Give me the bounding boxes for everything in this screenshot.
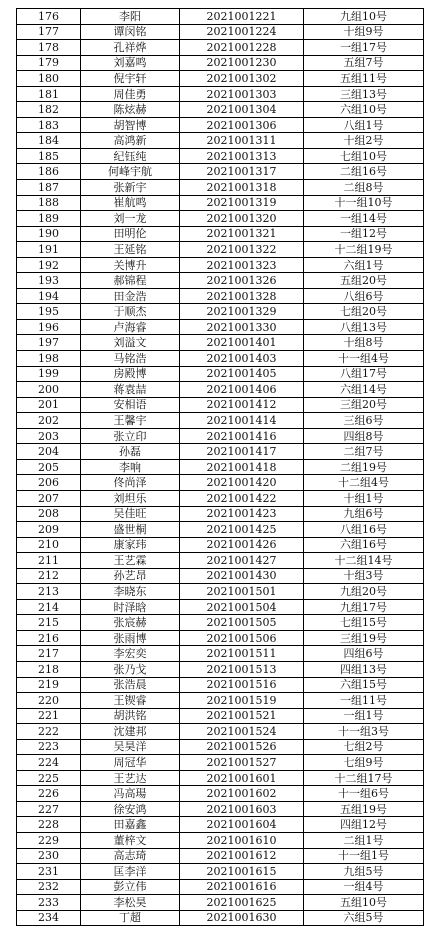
student-name: 田金浩 xyxy=(81,288,180,304)
student-id: 2021001230 xyxy=(180,55,304,71)
student-id: 2021001319 xyxy=(180,195,304,211)
student-id: 2021001521 xyxy=(180,708,304,724)
student-name: 周佳勇 xyxy=(81,86,180,102)
row-number: 224 xyxy=(17,755,81,771)
row-number: 201 xyxy=(17,397,81,413)
row-number: 185 xyxy=(17,148,81,164)
table-row xyxy=(17,24,424,40)
table-row xyxy=(17,646,424,662)
row-number: 181 xyxy=(17,86,81,102)
student-name: 孙艺昂 xyxy=(81,568,180,584)
group-seat: 九组5号 xyxy=(304,864,424,880)
student-name: 张浩晨 xyxy=(81,677,180,693)
table-row xyxy=(17,335,424,351)
group-seat: 三组13号 xyxy=(304,86,424,102)
row-number: 203 xyxy=(17,428,81,444)
group-seat: 七组10号 xyxy=(304,148,424,164)
row-number: 195 xyxy=(17,304,81,320)
student-id: 2021001427 xyxy=(180,553,304,569)
student-name: 王延铭 xyxy=(81,242,180,258)
table-row xyxy=(17,319,424,335)
row-number: 190 xyxy=(17,226,81,242)
table-row xyxy=(17,661,424,677)
student-name: 马铭浩 xyxy=(81,351,180,367)
student-id: 2021001329 xyxy=(180,304,304,320)
group-seat: 七组15号 xyxy=(304,615,424,631)
table-row xyxy=(17,739,424,755)
row-number: 193 xyxy=(17,273,81,289)
student-id: 2021001313 xyxy=(180,148,304,164)
student-roster-table xyxy=(16,8,424,926)
group-seat: 六组14号 xyxy=(304,382,424,398)
student-id: 2021001306 xyxy=(180,117,304,133)
table-row xyxy=(17,40,424,56)
row-number: 229 xyxy=(17,832,81,848)
student-name: 高志琦 xyxy=(81,848,180,864)
table-row xyxy=(17,273,424,289)
group-seat: 四组8号 xyxy=(304,428,424,444)
table-row xyxy=(17,553,424,569)
student-name: 何峰宇航 xyxy=(81,164,180,180)
row-number: 213 xyxy=(17,584,81,600)
student-id: 2021001423 xyxy=(180,506,304,522)
group-seat: 九组20号 xyxy=(304,584,424,600)
student-id: 2021001330 xyxy=(180,319,304,335)
row-number: 194 xyxy=(17,288,81,304)
student-id: 2021001505 xyxy=(180,615,304,631)
student-id: 2021001418 xyxy=(180,459,304,475)
table-row xyxy=(17,522,424,538)
table-row xyxy=(17,506,424,522)
row-number: 227 xyxy=(17,801,81,817)
table-row xyxy=(17,382,424,398)
student-name: 沈建邦 xyxy=(81,724,180,740)
table-row xyxy=(17,148,424,164)
student-name: 匡李洋 xyxy=(81,864,180,880)
table-row xyxy=(17,117,424,133)
row-number: 183 xyxy=(17,117,81,133)
group-seat: 十二组17号 xyxy=(304,770,424,786)
student-id: 2021001610 xyxy=(180,832,304,848)
student-id: 2021001603 xyxy=(180,801,304,817)
student-id: 2021001625 xyxy=(180,895,304,911)
group-seat: 二组1号 xyxy=(304,832,424,848)
student-name: 王艺霖 xyxy=(81,553,180,569)
group-seat: 五组10号 xyxy=(304,895,424,911)
group-seat: 九组17号 xyxy=(304,599,424,615)
row-number: 199 xyxy=(17,366,81,382)
table-row xyxy=(17,724,424,740)
group-seat: 十一组1号 xyxy=(304,848,424,864)
student-id: 2021001303 xyxy=(180,86,304,102)
group-seat: 十一组6号 xyxy=(304,786,424,802)
group-seat: 一组4号 xyxy=(304,879,424,895)
student-id: 2021001311 xyxy=(180,133,304,149)
student-id: 2021001322 xyxy=(180,242,304,258)
student-name: 孔祥烨 xyxy=(81,40,180,56)
student-id: 2021001405 xyxy=(180,366,304,382)
student-name: 刘溢文 xyxy=(81,335,180,351)
group-seat: 五组11号 xyxy=(304,71,424,87)
student-name: 关博升 xyxy=(81,257,180,273)
row-number: 192 xyxy=(17,257,81,273)
student-name: 孙磊 xyxy=(81,444,180,460)
group-seat: 六组5号 xyxy=(304,910,424,926)
table-row xyxy=(17,630,424,646)
student-name: 张立印 xyxy=(81,428,180,444)
row-number: 200 xyxy=(17,382,81,398)
student-id: 2021001321 xyxy=(180,226,304,242)
table-row xyxy=(17,71,424,87)
table-row xyxy=(17,599,424,615)
roster-body xyxy=(17,9,424,926)
table-row xyxy=(17,879,424,895)
row-number: 231 xyxy=(17,864,81,880)
row-number: 232 xyxy=(17,879,81,895)
student-id: 2021001414 xyxy=(180,413,304,429)
student-name: 郝锦程 xyxy=(81,273,180,289)
student-name: 时泽晗 xyxy=(81,599,180,615)
table-row xyxy=(17,475,424,491)
row-number: 210 xyxy=(17,537,81,553)
student-name: 刘嘉鸣 xyxy=(81,55,180,71)
student-id: 2021001526 xyxy=(180,739,304,755)
student-name: 王艺达 xyxy=(81,770,180,786)
student-id: 2021001430 xyxy=(180,568,304,584)
student-name: 康家玮 xyxy=(81,537,180,553)
student-id: 2021001501 xyxy=(180,584,304,600)
table-row xyxy=(17,677,424,693)
row-number: 234 xyxy=(17,910,81,926)
table-row xyxy=(17,366,424,382)
student-name: 冯高瑒 xyxy=(81,786,180,802)
row-number: 202 xyxy=(17,413,81,429)
group-seat: 十组3号 xyxy=(304,568,424,584)
row-number: 228 xyxy=(17,817,81,833)
table-row xyxy=(17,770,424,786)
group-seat: 八组1号 xyxy=(304,117,424,133)
row-number: 225 xyxy=(17,770,81,786)
group-seat: 三组19号 xyxy=(304,630,424,646)
table-row xyxy=(17,211,424,227)
row-number: 219 xyxy=(17,677,81,693)
group-seat: 二组16号 xyxy=(304,164,424,180)
student-id: 2021001228 xyxy=(180,40,304,56)
row-number: 177 xyxy=(17,24,81,40)
student-name: 张新宇 xyxy=(81,180,180,196)
row-number: 179 xyxy=(17,55,81,71)
table-row xyxy=(17,584,424,600)
student-id: 2021001504 xyxy=(180,599,304,615)
table-row xyxy=(17,490,424,506)
group-seat: 八组17号 xyxy=(304,366,424,382)
student-id: 2021001326 xyxy=(180,273,304,289)
table-row xyxy=(17,708,424,724)
student-name: 周冠华 xyxy=(81,755,180,771)
table-row xyxy=(17,428,424,444)
student-name: 李响 xyxy=(81,459,180,475)
student-id: 2021001513 xyxy=(180,661,304,677)
student-id: 2021001302 xyxy=(180,71,304,87)
table-row xyxy=(17,864,424,880)
student-id: 2021001417 xyxy=(180,444,304,460)
row-number: 205 xyxy=(17,459,81,475)
table-row xyxy=(17,242,424,258)
table-row xyxy=(17,413,424,429)
student-name: 安相语 xyxy=(81,397,180,413)
student-id: 2021001604 xyxy=(180,817,304,833)
group-seat: 六组1号 xyxy=(304,257,424,273)
student-name: 倪宇轩 xyxy=(81,71,180,87)
row-number: 208 xyxy=(17,506,81,522)
group-seat: 六组15号 xyxy=(304,677,424,693)
group-seat: 二组7号 xyxy=(304,444,424,460)
student-id: 2021001328 xyxy=(180,288,304,304)
student-id: 2021001519 xyxy=(180,693,304,709)
student-id: 2021001601 xyxy=(180,770,304,786)
row-number: 204 xyxy=(17,444,81,460)
student-id: 2021001420 xyxy=(180,475,304,491)
student-name: 谭闵铭 xyxy=(81,24,180,40)
table-row xyxy=(17,86,424,102)
group-seat: 七组2号 xyxy=(304,739,424,755)
student-name: 吴佳旺 xyxy=(81,506,180,522)
group-seat: 八组6号 xyxy=(304,288,424,304)
row-number: 209 xyxy=(17,522,81,538)
row-number: 182 xyxy=(17,102,81,118)
group-seat: 四组13号 xyxy=(304,661,424,677)
student-id: 2021001304 xyxy=(180,102,304,118)
student-id: 2021001401 xyxy=(180,335,304,351)
table-row xyxy=(17,786,424,802)
table-row xyxy=(17,164,424,180)
group-seat: 十组1号 xyxy=(304,490,424,506)
table-row xyxy=(17,693,424,709)
student-id: 2021001516 xyxy=(180,677,304,693)
group-seat: 八组13号 xyxy=(304,319,424,335)
table-row xyxy=(17,226,424,242)
group-seat: 七组9号 xyxy=(304,755,424,771)
table-row xyxy=(17,9,424,25)
student-name: 陈炫赫 xyxy=(81,102,180,118)
table-row xyxy=(17,444,424,460)
group-seat: 三组20号 xyxy=(304,397,424,413)
row-number: 214 xyxy=(17,599,81,615)
row-number: 212 xyxy=(17,568,81,584)
row-number: 217 xyxy=(17,646,81,662)
student-name: 田嘉鑫 xyxy=(81,817,180,833)
student-name: 李阳 xyxy=(81,9,180,25)
row-number: 222 xyxy=(17,724,81,740)
row-number: 191 xyxy=(17,242,81,258)
student-id: 2021001511 xyxy=(180,646,304,662)
row-number: 206 xyxy=(17,475,81,491)
student-id: 2021001630 xyxy=(180,910,304,926)
group-seat: 一组11号 xyxy=(304,693,424,709)
group-seat: 二组19号 xyxy=(304,459,424,475)
row-number: 223 xyxy=(17,739,81,755)
group-seat: 五组19号 xyxy=(304,801,424,817)
student-id: 2021001602 xyxy=(180,786,304,802)
student-id: 2021001527 xyxy=(180,755,304,771)
group-seat: 六组10号 xyxy=(304,102,424,118)
row-number: 226 xyxy=(17,786,81,802)
student-id: 2021001221 xyxy=(180,9,304,25)
group-seat: 三组6号 xyxy=(304,413,424,429)
student-name: 盛世桐 xyxy=(81,522,180,538)
group-seat: 十二组19号 xyxy=(304,242,424,258)
student-id: 2021001422 xyxy=(180,490,304,506)
group-seat: 六组16号 xyxy=(304,537,424,553)
table-row xyxy=(17,848,424,864)
student-id: 2021001318 xyxy=(180,180,304,196)
student-id: 2021001412 xyxy=(180,397,304,413)
table-row xyxy=(17,615,424,631)
group-seat: 十一组4号 xyxy=(304,351,424,367)
student-id: 2021001317 xyxy=(180,164,304,180)
group-seat: 十组8号 xyxy=(304,335,424,351)
table-row xyxy=(17,351,424,367)
table-row xyxy=(17,832,424,848)
student-name: 房殿博 xyxy=(81,366,180,382)
row-number: 180 xyxy=(17,71,81,87)
row-number: 184 xyxy=(17,133,81,149)
table-row xyxy=(17,910,424,926)
student-name: 张乃戈 xyxy=(81,661,180,677)
row-number: 196 xyxy=(17,319,81,335)
row-number: 197 xyxy=(17,335,81,351)
student-id: 2021001425 xyxy=(180,522,304,538)
row-number: 215 xyxy=(17,615,81,631)
row-number: 186 xyxy=(17,164,81,180)
group-seat: 十组9号 xyxy=(304,24,424,40)
student-name: 李松昊 xyxy=(81,895,180,911)
group-seat: 八组16号 xyxy=(304,522,424,538)
student-name: 丁超 xyxy=(81,910,180,926)
group-seat: 一组17号 xyxy=(304,40,424,56)
row-number: 198 xyxy=(17,351,81,367)
student-name: 张雨博 xyxy=(81,630,180,646)
student-name: 刘一龙 xyxy=(81,211,180,227)
group-seat: 十组2号 xyxy=(304,133,424,149)
student-name: 徐安鸿 xyxy=(81,801,180,817)
group-seat: 五组7号 xyxy=(304,55,424,71)
table-row xyxy=(17,195,424,211)
student-name: 于顺杰 xyxy=(81,304,180,320)
table-row xyxy=(17,397,424,413)
table-row xyxy=(17,133,424,149)
student-id: 2021001615 xyxy=(180,864,304,880)
student-id: 2021001406 xyxy=(180,382,304,398)
group-seat: 五组20号 xyxy=(304,273,424,289)
student-name: 蒋袁喆 xyxy=(81,382,180,398)
row-number: 187 xyxy=(17,180,81,196)
student-name: 卢海睿 xyxy=(81,319,180,335)
table-row xyxy=(17,755,424,771)
student-id: 2021001616 xyxy=(180,879,304,895)
student-id: 2021001320 xyxy=(180,211,304,227)
group-seat: 十一组3号 xyxy=(304,724,424,740)
table-row xyxy=(17,801,424,817)
student-name: 王锲睿 xyxy=(81,693,180,709)
row-number: 211 xyxy=(17,553,81,569)
row-number: 230 xyxy=(17,848,81,864)
table-row xyxy=(17,304,424,320)
table-row xyxy=(17,459,424,475)
group-seat: 四组6号 xyxy=(304,646,424,662)
group-seat: 九组10号 xyxy=(304,9,424,25)
table-row xyxy=(17,55,424,71)
table-row xyxy=(17,180,424,196)
table-row xyxy=(17,102,424,118)
student-id: 2021001612 xyxy=(180,848,304,864)
row-number: 188 xyxy=(17,195,81,211)
row-number: 220 xyxy=(17,693,81,709)
student-name: 张宸赫 xyxy=(81,615,180,631)
student-id: 2021001403 xyxy=(180,351,304,367)
group-seat: 九组6号 xyxy=(304,506,424,522)
student-id: 2021001224 xyxy=(180,24,304,40)
group-seat: 四组12号 xyxy=(304,817,424,833)
table-row xyxy=(17,568,424,584)
group-seat: 十二组4号 xyxy=(304,475,424,491)
table-row xyxy=(17,817,424,833)
group-seat: 一组1号 xyxy=(304,708,424,724)
student-id: 2021001323 xyxy=(180,257,304,273)
student-name: 彭立伟 xyxy=(81,879,180,895)
student-name: 田明伦 xyxy=(81,226,180,242)
group-seat: 十二组14号 xyxy=(304,553,424,569)
row-number: 216 xyxy=(17,630,81,646)
student-id: 2021001416 xyxy=(180,428,304,444)
student-name: 吴昊洋 xyxy=(81,739,180,755)
student-name: 高鸿新 xyxy=(81,133,180,149)
table-row xyxy=(17,895,424,911)
student-name: 佟尚泽 xyxy=(81,475,180,491)
group-seat: 十一组10号 xyxy=(304,195,424,211)
student-name: 董梓文 xyxy=(81,832,180,848)
student-name: 纪钰纯 xyxy=(81,148,180,164)
student-name: 刘坦乐 xyxy=(81,490,180,506)
student-id: 2021001506 xyxy=(180,630,304,646)
group-seat: 七组20号 xyxy=(304,304,424,320)
row-number: 176 xyxy=(17,9,81,25)
student-name: 李宏奕 xyxy=(81,646,180,662)
group-seat: 一组14号 xyxy=(304,211,424,227)
table-row xyxy=(17,257,424,273)
row-number: 218 xyxy=(17,661,81,677)
student-id: 2021001524 xyxy=(180,724,304,740)
student-name: 王馨宇 xyxy=(81,413,180,429)
student-name: 胡智博 xyxy=(81,117,180,133)
row-number: 233 xyxy=(17,895,81,911)
student-name: 李晓东 xyxy=(81,584,180,600)
row-number: 207 xyxy=(17,490,81,506)
student-name: 崔航鸣 xyxy=(81,195,180,211)
row-number: 189 xyxy=(17,211,81,227)
student-id: 2021001426 xyxy=(180,537,304,553)
student-name: 胡洪铭 xyxy=(81,708,180,724)
row-number: 221 xyxy=(17,708,81,724)
table-row xyxy=(17,288,424,304)
table-row xyxy=(17,537,424,553)
group-seat: 二组8号 xyxy=(304,180,424,196)
group-seat: 一组12号 xyxy=(304,226,424,242)
row-number: 178 xyxy=(17,40,81,56)
